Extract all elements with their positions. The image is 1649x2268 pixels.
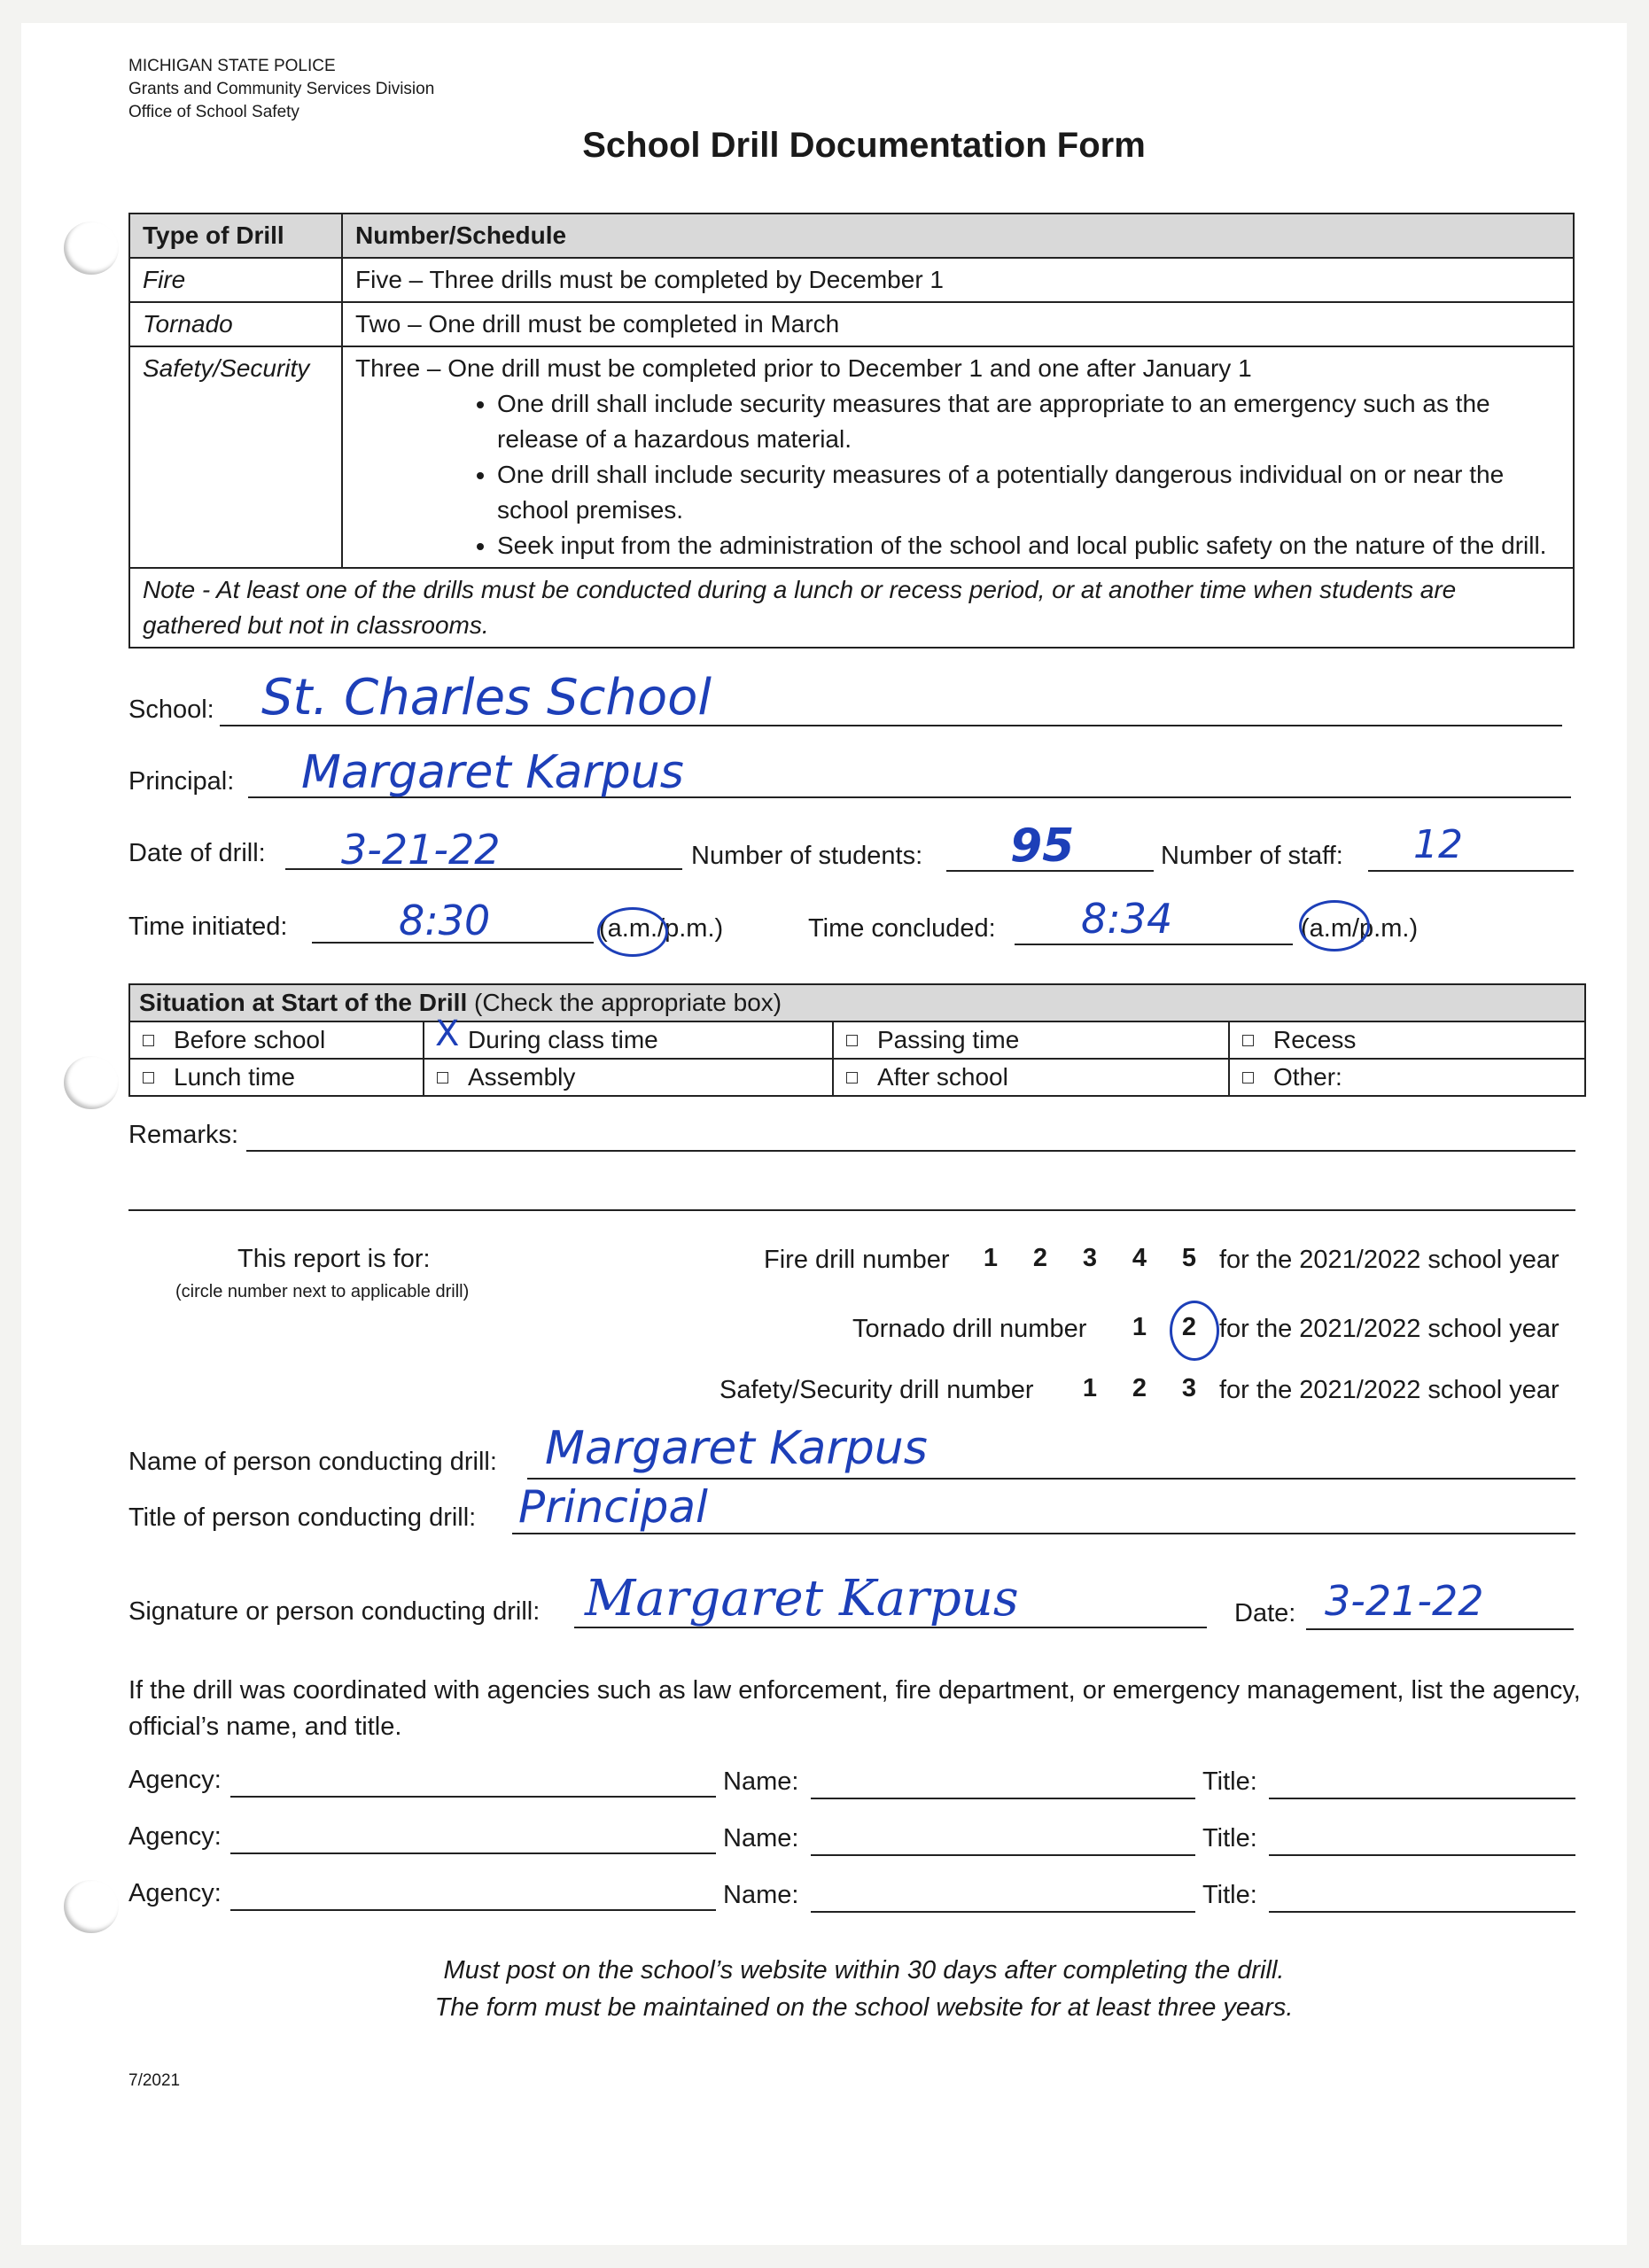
checkbox-icon[interactable] (143, 1072, 154, 1084)
conductor-title-field[interactable]: Principal (518, 1481, 708, 1533)
checked-mark-icon: X (435, 1014, 460, 1054)
agency-line-1: MICHIGAN STATE POLICE (128, 57, 336, 75)
checkbox-icon[interactable] (143, 1035, 154, 1046)
agency-field[interactable] (230, 1909, 716, 1911)
safety-number[interactable]: 2 (1132, 1374, 1147, 1402)
option-assembly[interactable] (424, 1059, 833, 1096)
checkbox-icon[interactable] (846, 1035, 858, 1046)
drill-date-field[interactable]: 3-21-22 (341, 826, 501, 874)
agency-field[interactable] (230, 1796, 716, 1798)
title-label: Title: (1202, 1824, 1257, 1852)
tornado-number[interactable]: 1 (1132, 1313, 1147, 1341)
situation-title: Situation at Start of the Drill (139, 989, 468, 1016)
tornado-2-circle (1170, 1301, 1219, 1361)
staff-field[interactable]: 12 (1413, 822, 1463, 867)
punch-hole (64, 1880, 119, 1933)
option-recess[interactable] (1229, 1021, 1585, 1059)
fire-year-text: for the 2021/2022 school year (1219, 1246, 1560, 1274)
principal-label: Principal: (128, 767, 235, 796)
fire-number[interactable]: 3 (1082, 1244, 1098, 1272)
students-label: Number of students: (691, 842, 923, 870)
ampm-option-1: (a.m./p.m.) (599, 914, 724, 943)
official-name-field[interactable] (811, 1911, 1195, 1913)
drill-requirements-table (128, 213, 1575, 649)
safety-year-text: for the 2021/2022 school year (1219, 1376, 1560, 1404)
principal-field[interactable]: Margaret Karpus (301, 746, 684, 799)
drill-date-label: Date of drill: (128, 839, 266, 867)
title-label: Title: (1202, 1881, 1257, 1909)
remarks-line-2[interactable] (128, 1209, 1575, 1211)
ampm-option-2: (a.m/p.m.) (1301, 914, 1419, 943)
conductor-name-label: Name of person conducting drill: (128, 1448, 497, 1476)
option-before-school[interactable] (129, 1021, 424, 1059)
agency-line-3: Office of School Safety (128, 103, 299, 121)
tornado-number[interactable]: 2 (1181, 1313, 1197, 1341)
form-version: 7/2021 (128, 2071, 181, 2090)
official-name-field[interactable] (811, 1854, 1195, 1856)
fire-drill-label: Fire drill number (764, 1246, 950, 1274)
option-during-class[interactable] (424, 1014, 833, 1059)
situation-header (129, 984, 1585, 1021)
drill-schedule-fire: Five – Three drills must be completed by December 1 (342, 258, 1574, 302)
am-circle-1 (597, 907, 668, 957)
conductor-title-line (512, 1533, 1575, 1534)
safety-number[interactable]: 3 (1181, 1374, 1197, 1402)
title-label: Title: (1202, 1767, 1257, 1796)
checkbox-icon[interactable] (846, 1072, 858, 1084)
name-label: Name: (723, 1767, 799, 1796)
safety-bullet: • One drill shall include security measures of a potentially dangerous individual on or near the school premises. (497, 457, 1560, 528)
fire-number[interactable]: 2 (1032, 1244, 1048, 1272)
name-label: Name: (723, 1824, 799, 1852)
drill-type-fire: Fire (129, 258, 342, 302)
conductor-name-field[interactable]: Margaret Karpus (545, 1422, 928, 1475)
official-name-field[interactable] (811, 1798, 1195, 1799)
am-circle-2 (1299, 900, 1370, 951)
agency-label: Agency: (128, 1822, 222, 1851)
safety-requirements-list (355, 386, 1560, 563)
fire-number[interactable]: 4 (1132, 1244, 1147, 1272)
time-initiated-field[interactable]: 8:30 (399, 897, 491, 944)
agency-label: Agency: (128, 1766, 222, 1794)
option-lunch-time[interactable] (129, 1059, 424, 1096)
form-title: School Drill Documentation Form (582, 126, 1146, 165)
students-field[interactable]: 95 (1010, 819, 1075, 873)
fire-number[interactable]: 1 (983, 1244, 999, 1272)
option-passing-time[interactable] (833, 1021, 1229, 1059)
staff-line (1368, 870, 1574, 872)
footer-line-1: Must post on the school’s website within 30 days after completing the drill. (443, 1956, 1285, 1984)
footer-notice (0, 1952, 1649, 2026)
punch-hole (64, 221, 119, 275)
footer-line-2: The form must be maintained on the school website for at least three years. (434, 1993, 1294, 2022)
conductor-name-line (527, 1478, 1575, 1480)
safety-bullet: • Seek input from the administration of the school and local public safety on the nature of the drill. (497, 528, 1560, 563)
signature-field[interactable]: Margaret Karpus (585, 1570, 1019, 1627)
time-concluded-label: Time concluded: (808, 914, 996, 943)
report-hint: (circle number next to applicable drill) (175, 1282, 470, 1301)
option-label: Recess (1273, 1026, 1357, 1053)
signature-date-line (1306, 1628, 1574, 1630)
fire-drill-numbers (966, 1244, 1214, 1273)
report-label: This report is for: (237, 1245, 431, 1273)
drill-schedule-safety (342, 346, 1574, 568)
col-type-header: Type of Drill (129, 214, 342, 258)
coordination-text: If the drill was coordinated with agencies such as law enforcement, fire department, or emergency management, list the agency, official’s name, and title. (128, 1676, 1581, 1741)
drill-type-tornado: Tornado (129, 302, 342, 346)
safety-drill-numbers (1065, 1374, 1214, 1403)
time-concluded-field[interactable]: 8:34 (1081, 895, 1173, 943)
option-label: Lunch time (174, 1063, 295, 1091)
agency-label: Agency: (128, 1879, 222, 1907)
option-label: Passing time (877, 1026, 1020, 1053)
situation-table (128, 983, 1586, 1097)
option-after-school[interactable] (833, 1059, 1229, 1096)
option-label: After school (877, 1063, 1008, 1091)
checkbox-icon[interactable] (1242, 1072, 1254, 1084)
option-label: Before school (174, 1026, 326, 1053)
remarks-line-1[interactable] (246, 1150, 1575, 1152)
fire-number[interactable]: 5 (1181, 1244, 1197, 1272)
safety-bullet: • One drill shall include security measures that are appropriate to an emergency such as the release of a hazardous material. (497, 386, 1560, 457)
situation-instructions: (Check the appropriate box) (474, 989, 782, 1016)
official-title-field[interactable] (1269, 1854, 1575, 1856)
punch-hole (64, 1056, 119, 1109)
conductor-title-label: Title of person conducting drill: (128, 1503, 477, 1532)
name-label: Name: (723, 1881, 799, 1909)
time-concluded-line (1015, 944, 1293, 945)
drill-schedule-tornado: Two – One drill must be completed in March (342, 302, 1574, 346)
option-other[interactable] (1229, 1059, 1585, 1096)
signature-date-field[interactable]: 3-21-22 (1325, 1577, 1484, 1625)
school-label: School: (128, 695, 214, 724)
tornado-drill-label: Tornado drill number (852, 1315, 1087, 1343)
signature-date-label: Date: (1234, 1599, 1296, 1627)
tornado-year-text: for the 2021/2022 school year (1219, 1315, 1560, 1343)
school-field[interactable]: St. Charles School (261, 669, 712, 726)
safety-number[interactable]: 1 (1082, 1374, 1098, 1402)
col-schedule-header: Number/Schedule (342, 214, 1574, 258)
checkbox-icon[interactable] (437, 1072, 448, 1084)
official-title-field[interactable] (1269, 1911, 1575, 1913)
agency-field[interactable] (230, 1852, 716, 1854)
remarks-label: Remarks: (128, 1121, 239, 1149)
official-title-field[interactable] (1269, 1798, 1575, 1799)
option-label: Assembly (468, 1063, 576, 1091)
staff-label: Number of staff: (1161, 842, 1343, 870)
option-label: Other: (1273, 1063, 1342, 1091)
agency-line-2: Grants and Community Services Division (128, 80, 435, 98)
checkbox-icon[interactable] (1242, 1035, 1254, 1046)
safety-schedule-text: Three – One drill must be completed prior to December 1 and one after January 1 (355, 354, 1252, 382)
safety-drill-label: Safety/Security drill number (719, 1376, 1034, 1404)
drill-type-safety: Safety/Security (129, 346, 342, 568)
time-initiated-label: Time initiated: (128, 913, 288, 941)
option-label: During class time (468, 1026, 658, 1053)
drill-note: Note - At least one of the drills must be conducted during a lunch or recess period, or at another time when students are gathered but not in classrooms. (129, 568, 1574, 648)
signature-label: Signature or person conducting drill: (128, 1597, 541, 1626)
issuing-agency (128, 55, 434, 124)
